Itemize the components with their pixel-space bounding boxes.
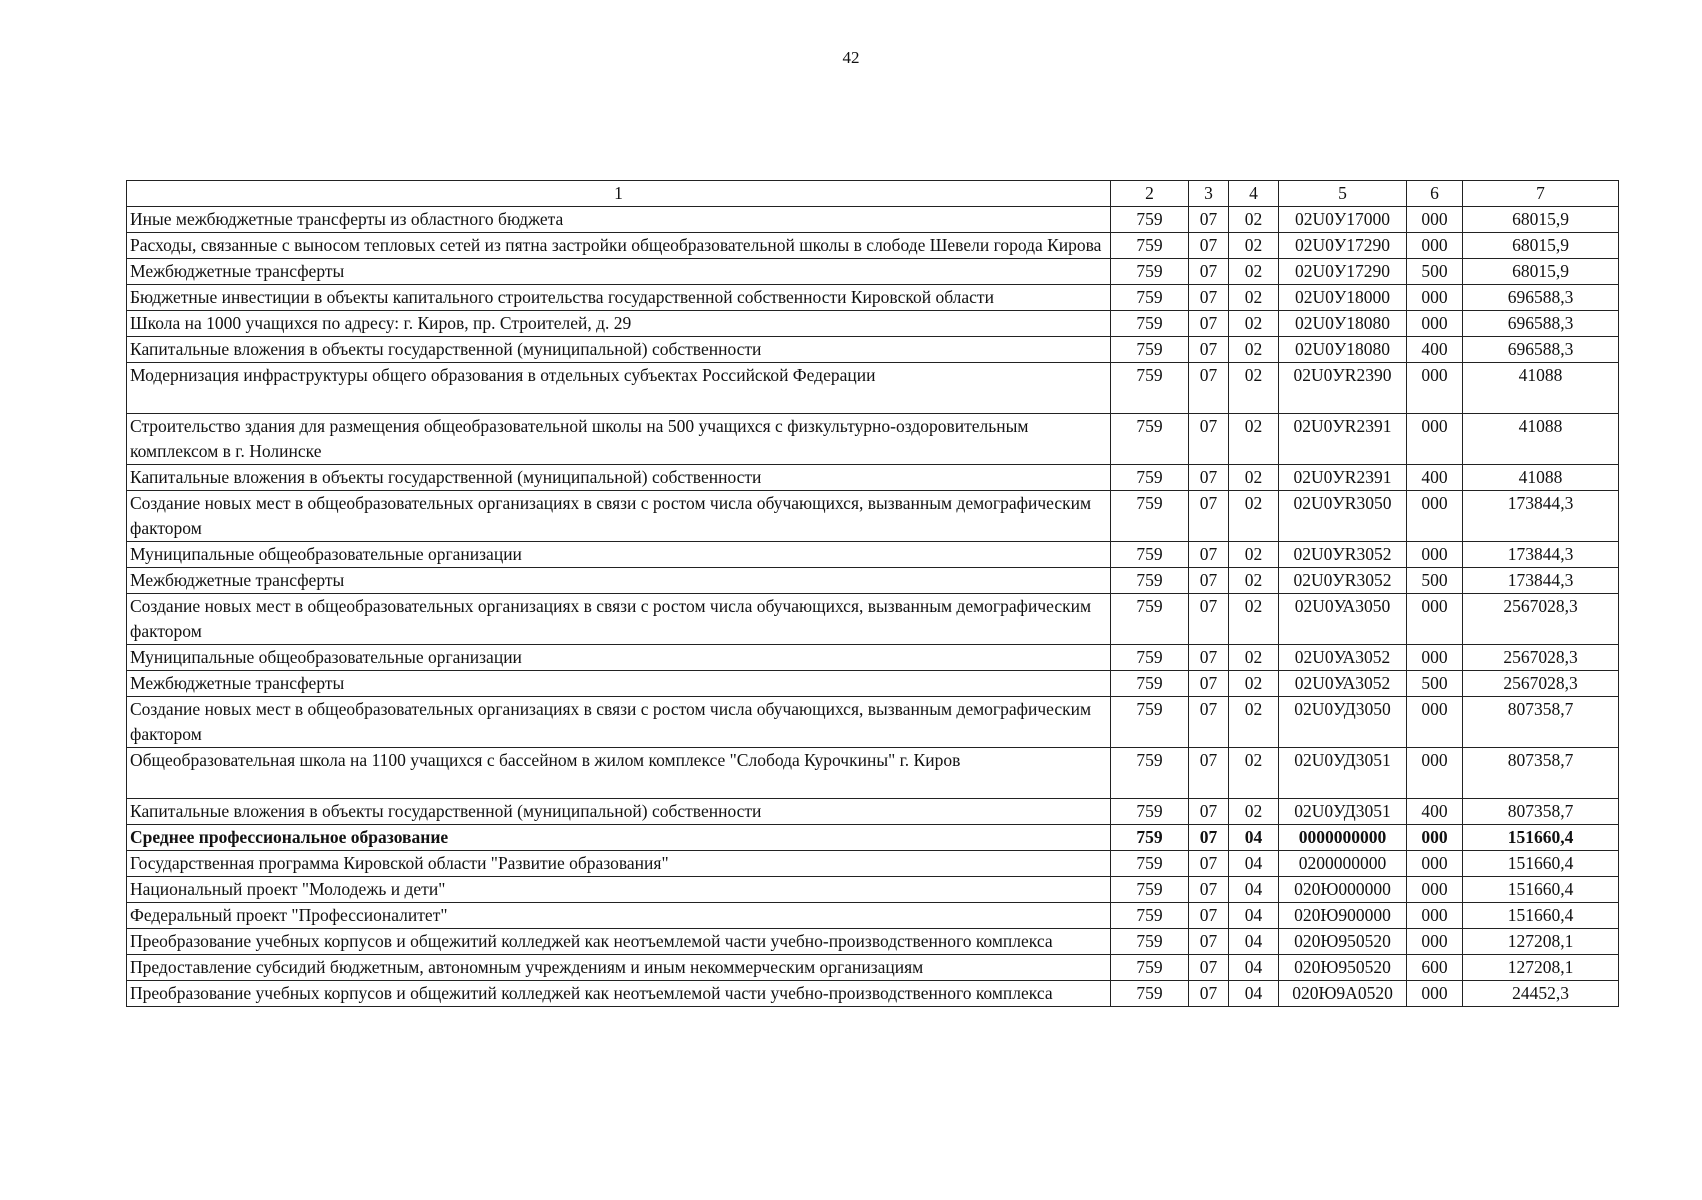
row-expense-type-cell: 000 bbox=[1407, 285, 1463, 311]
table-row bbox=[127, 414, 1619, 465]
row-expense-type-cell: 000 bbox=[1407, 877, 1463, 903]
table-row bbox=[127, 903, 1619, 929]
row-ministry-code-cell: 759 bbox=[1111, 233, 1189, 259]
row-subsection-cell: 02 bbox=[1229, 311, 1279, 337]
row-expense-type-cell: 000 bbox=[1407, 414, 1463, 465]
row-subsection-cell: 04 bbox=[1229, 955, 1279, 981]
header-col-5: 5 bbox=[1279, 181, 1407, 207]
row-subsection-cell: 02 bbox=[1229, 207, 1279, 233]
row-section-cell: 07 bbox=[1189, 207, 1229, 233]
row-amount-cell: 807358,7 bbox=[1463, 748, 1619, 799]
table-row bbox=[127, 851, 1619, 877]
row-target-item-cell: 02U0У18080 bbox=[1279, 311, 1407, 337]
header-col-4: 4 bbox=[1229, 181, 1279, 207]
table-row bbox=[127, 568, 1619, 594]
row-subsection-cell: 04 bbox=[1229, 851, 1279, 877]
row-name-cell: Межбюджетные трансферты bbox=[127, 259, 1111, 285]
row-ministry-code-cell: 759 bbox=[1111, 259, 1189, 285]
table-body bbox=[127, 207, 1619, 1007]
table-row bbox=[127, 491, 1619, 542]
row-target-item-cell: 02U0У17290 bbox=[1279, 259, 1407, 285]
row-target-item-cell: 02U0УД3051 bbox=[1279, 799, 1407, 825]
row-amount-cell: 2567028,3 bbox=[1463, 671, 1619, 697]
row-target-item-cell: 020Ю000000 bbox=[1279, 877, 1407, 903]
row-name-cell: Предоставление субсидий бюджетным, автономным учреждениям и иным некоммерческим организациям bbox=[127, 955, 1111, 981]
row-section-cell: 07 bbox=[1189, 311, 1229, 337]
row-ministry-code-cell: 759 bbox=[1111, 414, 1189, 465]
row-ministry-code-cell: 759 bbox=[1111, 594, 1189, 645]
row-amount-cell: 41088 bbox=[1463, 363, 1619, 414]
row-section-cell: 07 bbox=[1189, 363, 1229, 414]
row-section-cell: 07 bbox=[1189, 594, 1229, 645]
row-target-item-cell: 02U0УR2391 bbox=[1279, 465, 1407, 491]
table-row bbox=[127, 955, 1619, 981]
row-name-cell: Расходы, связанные с выносом тепловых сетей из пятна застройки общеобразовательной школы в слободе Шевели города Кирова bbox=[127, 233, 1111, 259]
row-target-item-cell: 02U0УR3050 bbox=[1279, 491, 1407, 542]
header-col-6: 6 bbox=[1407, 181, 1463, 207]
row-section-cell: 07 bbox=[1189, 851, 1229, 877]
header-col-7: 7 bbox=[1463, 181, 1619, 207]
row-expense-type-cell: 000 bbox=[1407, 363, 1463, 414]
row-section-cell: 07 bbox=[1189, 929, 1229, 955]
row-ministry-code-cell: 759 bbox=[1111, 799, 1189, 825]
row-target-item-cell: 02U0УД3050 bbox=[1279, 697, 1407, 748]
row-target-item-cell: 020Ю900000 bbox=[1279, 903, 1407, 929]
row-subsection-cell: 02 bbox=[1229, 337, 1279, 363]
row-amount-cell: 807358,7 bbox=[1463, 799, 1619, 825]
row-amount-cell: 696588,3 bbox=[1463, 337, 1619, 363]
row-subsection-cell: 04 bbox=[1229, 903, 1279, 929]
row-ministry-code-cell: 759 bbox=[1111, 955, 1189, 981]
row-target-item-cell: 02U0УR3052 bbox=[1279, 542, 1407, 568]
header-col-1: 1 bbox=[127, 181, 1111, 207]
row-section-cell: 07 bbox=[1189, 568, 1229, 594]
table-row bbox=[127, 542, 1619, 568]
row-ministry-code-cell: 759 bbox=[1111, 207, 1189, 233]
row-subsection-cell: 02 bbox=[1229, 542, 1279, 568]
row-expense-type-cell: 000 bbox=[1407, 825, 1463, 851]
row-section-cell: 07 bbox=[1189, 645, 1229, 671]
row-target-item-cell: 02U0УА3050 bbox=[1279, 594, 1407, 645]
row-ministry-code-cell: 759 bbox=[1111, 645, 1189, 671]
row-subsection-cell: 02 bbox=[1229, 671, 1279, 697]
table-row bbox=[127, 594, 1619, 645]
row-amount-cell: 68015,9 bbox=[1463, 233, 1619, 259]
row-ministry-code-cell: 759 bbox=[1111, 697, 1189, 748]
row-amount-cell: 151660,4 bbox=[1463, 851, 1619, 877]
row-subsection-cell: 02 bbox=[1229, 414, 1279, 465]
table-row bbox=[127, 233, 1619, 259]
row-section-cell: 07 bbox=[1189, 825, 1229, 851]
row-section-cell: 07 bbox=[1189, 233, 1229, 259]
row-ministry-code-cell: 759 bbox=[1111, 825, 1189, 851]
row-amount-cell: 127208,1 bbox=[1463, 929, 1619, 955]
row-name-cell: Федеральный проект "Профессионалитет" bbox=[127, 903, 1111, 929]
row-name-cell: Капитальные вложения в объекты государственной (муниципальной) собственности bbox=[127, 799, 1111, 825]
row-section-cell: 07 bbox=[1189, 259, 1229, 285]
table-row bbox=[127, 207, 1619, 233]
table-row bbox=[127, 671, 1619, 697]
row-target-item-cell: 0200000000 bbox=[1279, 851, 1407, 877]
row-section-cell: 07 bbox=[1189, 542, 1229, 568]
row-amount-cell: 24452,3 bbox=[1463, 981, 1619, 1007]
row-name-cell: Преобразование учебных корпусов и общежитий колледжей как неотъемлемой части учебно-производственного комплекса bbox=[127, 929, 1111, 955]
table-row bbox=[127, 748, 1619, 799]
row-ministry-code-cell: 759 bbox=[1111, 465, 1189, 491]
table-row bbox=[127, 697, 1619, 748]
row-amount-cell: 41088 bbox=[1463, 465, 1619, 491]
row-section-cell: 07 bbox=[1189, 903, 1229, 929]
row-subsection-cell: 02 bbox=[1229, 748, 1279, 799]
row-target-item-cell: 02U0УА3052 bbox=[1279, 671, 1407, 697]
row-name-cell: Бюджетные инвестиции в объекты капитального строительства государственной собственности Кировской области bbox=[127, 285, 1111, 311]
row-subsection-cell: 02 bbox=[1229, 594, 1279, 645]
table-row bbox=[127, 799, 1619, 825]
row-expense-type-cell: 400 bbox=[1407, 799, 1463, 825]
table-header-row bbox=[127, 181, 1619, 207]
row-name-cell: Муниципальные общеобразовательные организации bbox=[127, 645, 1111, 671]
table-row bbox=[127, 259, 1619, 285]
row-subsection-cell: 02 bbox=[1229, 645, 1279, 671]
row-ministry-code-cell: 759 bbox=[1111, 903, 1189, 929]
row-subsection-cell: 02 bbox=[1229, 465, 1279, 491]
row-subsection-cell: 04 bbox=[1229, 825, 1279, 851]
row-expense-type-cell: 000 bbox=[1407, 311, 1463, 337]
row-expense-type-cell: 000 bbox=[1407, 491, 1463, 542]
row-expense-type-cell: 000 bbox=[1407, 903, 1463, 929]
row-name-cell: Школа на 1000 учащихся по адресу: г. Киров, пр. Строителей, д. 29 bbox=[127, 311, 1111, 337]
row-name-cell: Капитальные вложения в объекты государственной (муниципальной) собственности bbox=[127, 465, 1111, 491]
row-section-cell: 07 bbox=[1189, 671, 1229, 697]
row-subsection-cell: 02 bbox=[1229, 568, 1279, 594]
row-name-cell: Создание новых мест в общеобразовательных организациях в связи с ростом числа обучающихся, вызванным демографическим фактором bbox=[127, 491, 1111, 542]
row-target-item-cell: 0000000000 bbox=[1279, 825, 1407, 851]
table-row bbox=[127, 825, 1619, 851]
header-col-3: 3 bbox=[1189, 181, 1229, 207]
row-expense-type-cell: 000 bbox=[1407, 645, 1463, 671]
row-amount-cell: 151660,4 bbox=[1463, 825, 1619, 851]
row-target-item-cell: 02U0УR3052 bbox=[1279, 568, 1407, 594]
table-row bbox=[127, 877, 1619, 903]
row-amount-cell: 68015,9 bbox=[1463, 259, 1619, 285]
row-amount-cell: 2567028,3 bbox=[1463, 645, 1619, 671]
row-target-item-cell: 02U0УR2391 bbox=[1279, 414, 1407, 465]
row-amount-cell: 696588,3 bbox=[1463, 311, 1619, 337]
row-ministry-code-cell: 759 bbox=[1111, 748, 1189, 799]
table-row bbox=[127, 929, 1619, 955]
page-number: 42 bbox=[842, 48, 860, 67]
row-name-cell: Капитальные вложения в объекты государственной (муниципальной) собственности bbox=[127, 337, 1111, 363]
row-section-cell: 07 bbox=[1189, 981, 1229, 1007]
row-ministry-code-cell: 759 bbox=[1111, 363, 1189, 414]
row-name-cell: Преобразование учебных корпусов и общежитий колледжей как неотъемлемой части учебно-производственного комплекса bbox=[127, 981, 1111, 1007]
row-ministry-code-cell: 759 bbox=[1111, 851, 1189, 877]
row-ministry-code-cell: 759 bbox=[1111, 877, 1189, 903]
row-amount-cell: 127208,1 bbox=[1463, 955, 1619, 981]
row-expense-type-cell: 000 bbox=[1407, 542, 1463, 568]
row-target-item-cell: 02U0УД3051 bbox=[1279, 748, 1407, 799]
row-name-cell: Межбюджетные трансферты bbox=[127, 671, 1111, 697]
row-amount-cell: 173844,3 bbox=[1463, 568, 1619, 594]
table-row bbox=[127, 981, 1619, 1007]
row-section-cell: 07 bbox=[1189, 285, 1229, 311]
row-subsection-cell: 02 bbox=[1229, 233, 1279, 259]
row-name-cell: Модернизация инфраструктуры общего образования в отдельных субъектах Российской Федерации bbox=[127, 363, 1111, 414]
row-expense-type-cell: 500 bbox=[1407, 568, 1463, 594]
row-section-cell: 07 bbox=[1189, 491, 1229, 542]
table-row bbox=[127, 311, 1619, 337]
row-target-item-cell: 02U0У17000 bbox=[1279, 207, 1407, 233]
row-section-cell: 07 bbox=[1189, 465, 1229, 491]
row-target-item-cell: 02U0УА3052 bbox=[1279, 645, 1407, 671]
row-expense-type-cell: 000 bbox=[1407, 851, 1463, 877]
row-expense-type-cell: 000 bbox=[1407, 594, 1463, 645]
row-name-cell: Национальный проект "Молодежь и дети" bbox=[127, 877, 1111, 903]
row-ministry-code-cell: 759 bbox=[1111, 285, 1189, 311]
table-row bbox=[127, 645, 1619, 671]
row-name-cell: Иные межбюджетные трансферты из областного бюджета bbox=[127, 207, 1111, 233]
row-expense-type-cell: 000 bbox=[1407, 207, 1463, 233]
row-name-cell: Общеобразовательная школа на 1100 учащихся с бассейном в жилом комплексе "Слобода Курочкины" г. Киров bbox=[127, 748, 1111, 799]
row-section-cell: 07 bbox=[1189, 337, 1229, 363]
row-section-cell: 07 bbox=[1189, 955, 1229, 981]
row-ministry-code-cell: 759 bbox=[1111, 337, 1189, 363]
row-target-item-cell: 020Ю950520 bbox=[1279, 929, 1407, 955]
row-target-item-cell: 02U0УR2390 bbox=[1279, 363, 1407, 414]
row-subsection-cell: 02 bbox=[1229, 491, 1279, 542]
row-target-item-cell: 020Ю9А0520 bbox=[1279, 981, 1407, 1007]
row-subsection-cell: 02 bbox=[1229, 285, 1279, 311]
row-amount-cell: 151660,4 bbox=[1463, 877, 1619, 903]
row-name-cell: Муниципальные общеобразовательные организации bbox=[127, 542, 1111, 568]
row-ministry-code-cell: 759 bbox=[1111, 491, 1189, 542]
row-expense-type-cell: 000 bbox=[1407, 929, 1463, 955]
row-expense-type-cell: 500 bbox=[1407, 671, 1463, 697]
row-subsection-cell: 02 bbox=[1229, 799, 1279, 825]
row-expense-type-cell: 000 bbox=[1407, 981, 1463, 1007]
row-name-cell: Создание новых мест в общеобразовательных организациях в связи с ростом числа обучающихся, вызванным демографическим фактором bbox=[127, 697, 1111, 748]
row-amount-cell: 151660,4 bbox=[1463, 903, 1619, 929]
table-row bbox=[127, 465, 1619, 491]
row-name-cell: Строительство здания для размещения общеобразовательной школы на 500 учащихся с физкультурно-оздоровительным комплексом в г. Нолинске bbox=[127, 414, 1111, 465]
row-amount-cell: 173844,3 bbox=[1463, 491, 1619, 542]
row-ministry-code-cell: 759 bbox=[1111, 542, 1189, 568]
row-expense-type-cell: 500 bbox=[1407, 259, 1463, 285]
row-amount-cell: 2567028,3 bbox=[1463, 594, 1619, 645]
row-name-cell: Межбюджетные трансферты bbox=[127, 568, 1111, 594]
row-section-cell: 07 bbox=[1189, 697, 1229, 748]
row-amount-cell: 173844,3 bbox=[1463, 542, 1619, 568]
row-target-item-cell: 020Ю950520 bbox=[1279, 955, 1407, 981]
header-col-2: 2 bbox=[1111, 181, 1189, 207]
row-ministry-code-cell: 759 bbox=[1111, 568, 1189, 594]
row-amount-cell: 807358,7 bbox=[1463, 697, 1619, 748]
row-ministry-code-cell: 759 bbox=[1111, 671, 1189, 697]
row-name-cell: Среднее профессиональное образование bbox=[127, 825, 1111, 851]
row-subsection-cell: 04 bbox=[1229, 981, 1279, 1007]
row-subsection-cell: 02 bbox=[1229, 363, 1279, 414]
row-expense-type-cell: 400 bbox=[1407, 465, 1463, 491]
row-amount-cell: 696588,3 bbox=[1463, 285, 1619, 311]
row-target-item-cell: 02U0У18000 bbox=[1279, 285, 1407, 311]
row-ministry-code-cell: 759 bbox=[1111, 929, 1189, 955]
row-target-item-cell: 02U0У18080 bbox=[1279, 337, 1407, 363]
row-expense-type-cell: 600 bbox=[1407, 955, 1463, 981]
row-section-cell: 07 bbox=[1189, 799, 1229, 825]
row-amount-cell: 41088 bbox=[1463, 414, 1619, 465]
row-expense-type-cell: 000 bbox=[1407, 233, 1463, 259]
row-name-cell: Создание новых мест в общеобразовательных организациях в связи с ростом числа обучающихся, вызванным демографическим фактором bbox=[127, 594, 1111, 645]
row-expense-type-cell: 400 bbox=[1407, 337, 1463, 363]
row-subsection-cell: 02 bbox=[1229, 697, 1279, 748]
row-section-cell: 07 bbox=[1189, 877, 1229, 903]
row-ministry-code-cell: 759 bbox=[1111, 981, 1189, 1007]
row-expense-type-cell: 000 bbox=[1407, 748, 1463, 799]
table-row bbox=[127, 285, 1619, 311]
row-subsection-cell: 04 bbox=[1229, 929, 1279, 955]
row-section-cell: 07 bbox=[1189, 414, 1229, 465]
table-row bbox=[127, 363, 1619, 414]
row-expense-type-cell: 000 bbox=[1407, 697, 1463, 748]
row-ministry-code-cell: 759 bbox=[1111, 311, 1189, 337]
row-amount-cell: 68015,9 bbox=[1463, 207, 1619, 233]
row-subsection-cell: 02 bbox=[1229, 259, 1279, 285]
row-subsection-cell: 04 bbox=[1229, 877, 1279, 903]
row-section-cell: 07 bbox=[1189, 748, 1229, 799]
row-target-item-cell: 02U0У17290 bbox=[1279, 233, 1407, 259]
table-row bbox=[127, 337, 1619, 363]
row-name-cell: Государственная программа Кировской области "Развитие образования" bbox=[127, 851, 1111, 877]
budget-table bbox=[126, 180, 1619, 1007]
